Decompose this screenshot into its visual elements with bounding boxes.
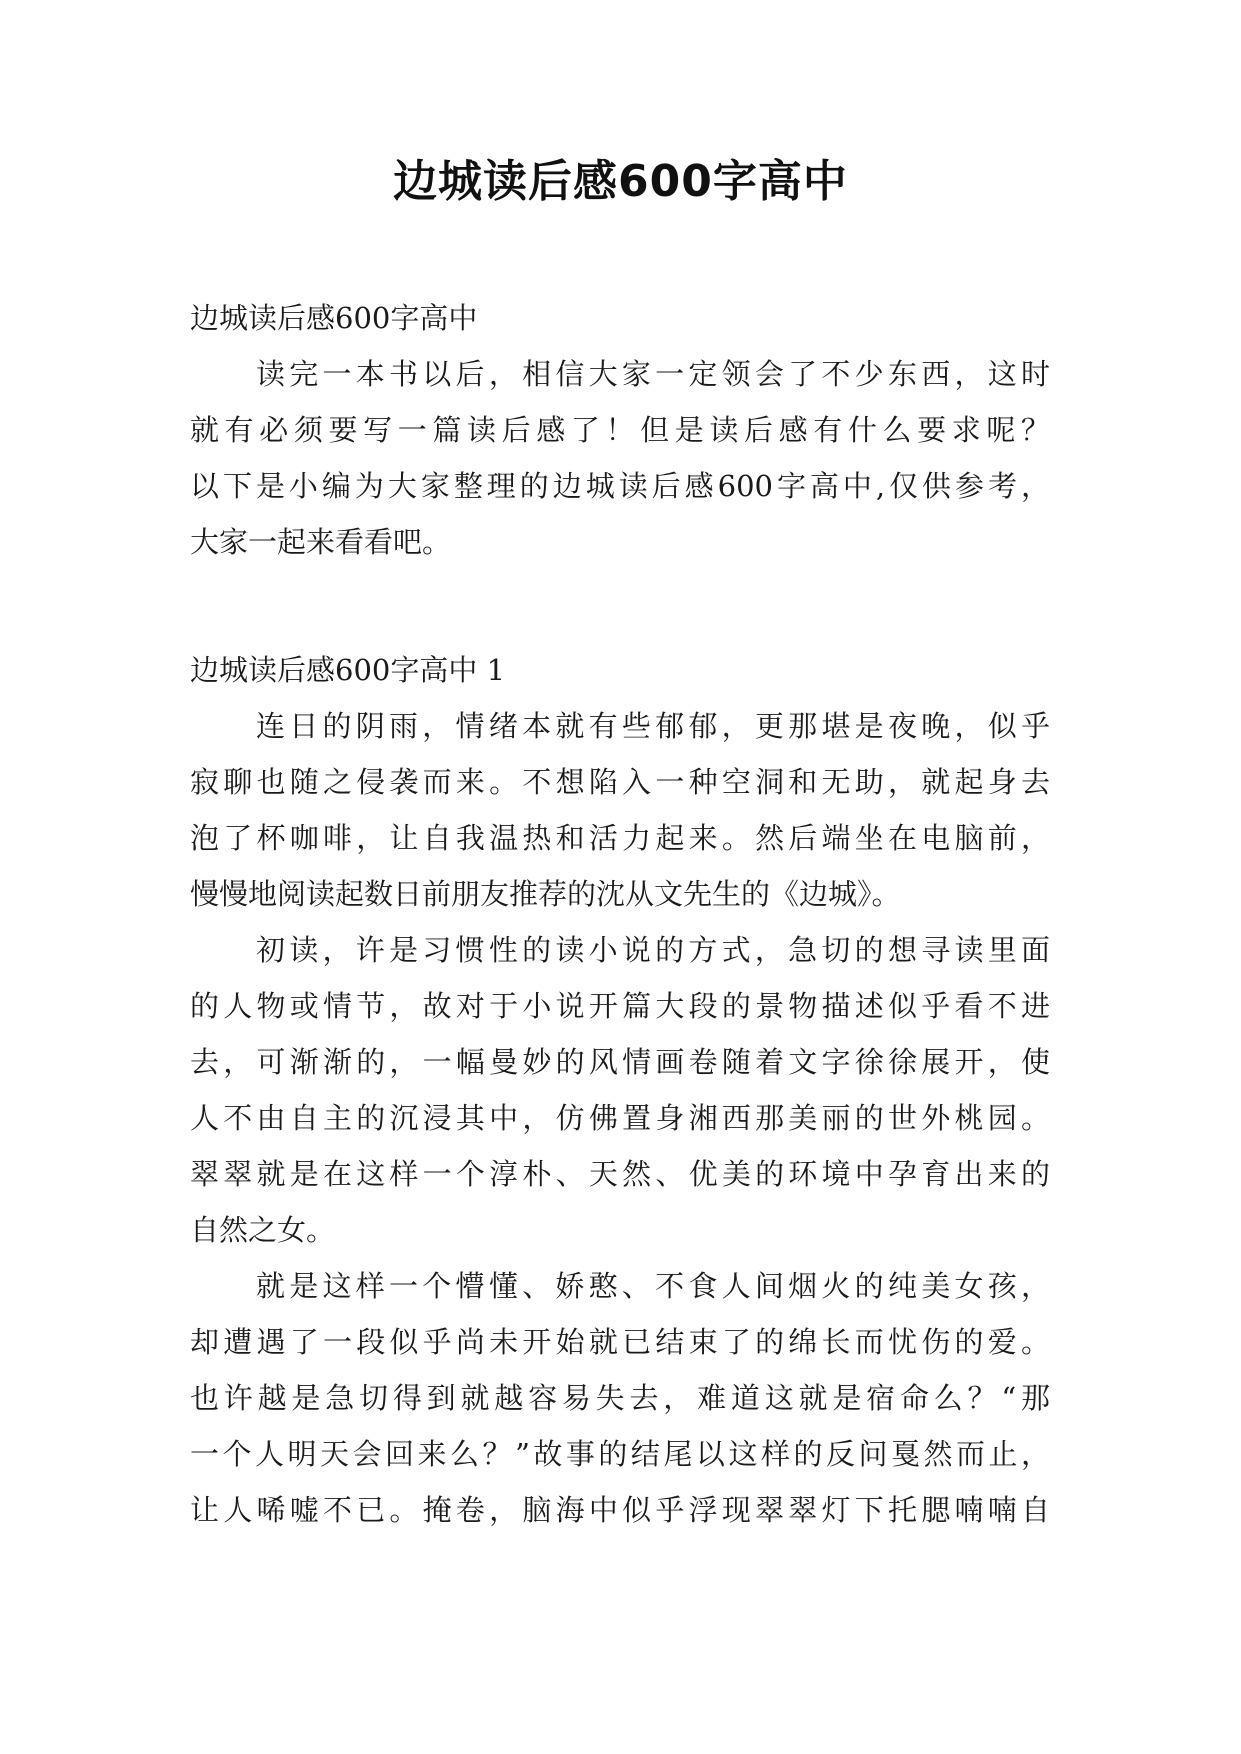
paragraph-line: 去，可渐渐的，一幅曼妙的风情画卷随着文字徐徐展开，使: [190, 1045, 1050, 1079]
paragraph-line: 大家一起来看看吧。: [190, 525, 452, 559]
paragraph-line: 慢慢地阅读起数日前朋友推荐的沈从文先生的《边城》。: [190, 877, 901, 911]
paragraph-line: 泡了杯咖啡，让自我温热和活力起来。然后端坐在电脑前，: [190, 821, 1050, 855]
paragraph-line: 翠翠就是在这样一个淳朴、天然、优美的环境中孕育出来的: [190, 1157, 1050, 1191]
paragraph-line: 一个人明天会回来么？”故事的结尾以这样的反问戛然而止，: [190, 1437, 1050, 1471]
paragraph-line: 自然之女。: [190, 1213, 336, 1247]
paragraph-line: 让人唏嘘不已。掩卷，脑海中似乎浮现翠翠灯下托腮喃喃自: [190, 1493, 1050, 1527]
paragraph-line: 就有必须要写一篇读后感了！但是读后感有什么要求呢？: [190, 413, 1050, 447]
paragraph-line: 寂聊也随之侵袭而来。不想陷入一种空洞和无助，就起身去: [190, 765, 1050, 799]
paragraph-line: 就是这样一个懵懂、娇憨、不食人间烟火的纯美女孩，: [256, 1269, 1050, 1303]
paragraph-line: 以下是小编为大家整理的边城读后感600字高中,仅供参考，: [190, 469, 1050, 503]
section-1-heading: 边城读后感600字高中 1: [190, 653, 506, 687]
paragraph-line: 的人物或情节，故对于小说开篇大段的景物描述似乎看不进: [190, 989, 1050, 1023]
intro-block: [190, 290, 1050, 570]
paragraph-line: 连日的阴雨，情绪本就有些郁郁，更那堪是夜晚，似乎: [256, 709, 1050, 743]
intro-subheading: 边城读后感600字高中: [190, 301, 478, 335]
paragraph-line: 也许越是急切得到就越容易失去，难道这就是宿命么？“那: [190, 1381, 1050, 1415]
section-1-block: [190, 642, 1050, 1538]
paragraph-line: 读完一本书以后，相信大家一定领会了不少东西，这时: [256, 357, 1050, 391]
paragraph-line: 初读，许是习惯性的读小说的方式，急切的想寻读里面: [256, 933, 1050, 967]
paragraph-line: 却遭遇了一段似乎尚未开始就已结束了的绵长而忧伤的爱。: [190, 1325, 1050, 1359]
paragraph-line: 人不由自主的沉浸其中，仿佛置身湘西那美丽的世外桃园。: [190, 1101, 1050, 1135]
document-title: 边城读后感600字高中: [393, 156, 848, 207]
